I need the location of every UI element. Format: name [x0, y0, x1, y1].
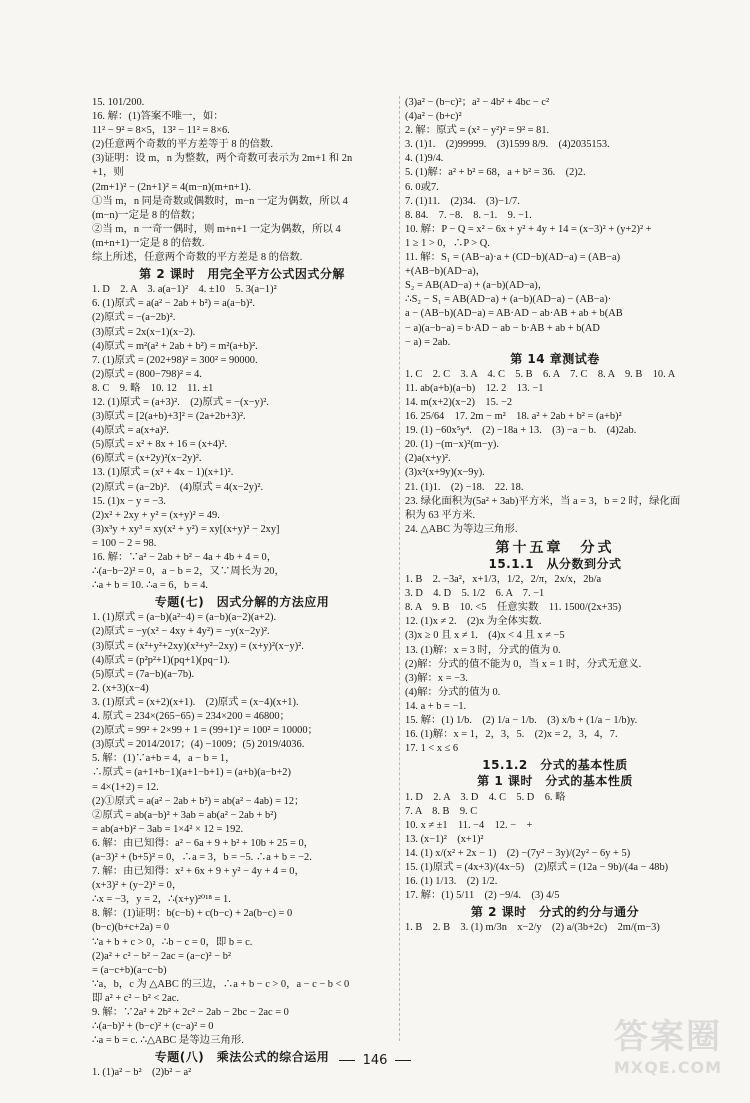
answer-line: 6. (1)原式 = a(a² − 2ab + b²) = a(a−b)². [92, 298, 255, 310]
answer-line: 14. a + b = −1. [405, 700, 467, 712]
answer-line: 21. (1)1. (2) −18. 22. 18. [405, 481, 524, 493]
answer-line: = ab(a+b)² − 3ab = 1×4² × 12 = 192. [92, 823, 244, 835]
answer-line: 16. (1)解：x = 1，2，3，5. (2)x = 2，3，4，7. [405, 729, 618, 741]
answer-line: (5)原式 = x² + 8x + 16 = (x+4)². [92, 439, 228, 451]
answer-line: = 100 − 2 = 98. [92, 537, 157, 549]
answer-line: (3)a² − (b−c)²；a² − 4b² + 4bc − c² [405, 97, 550, 108]
answer-line: 16. (1) 1/13. (2) 1/2. [405, 876, 498, 888]
answer-line: (3)x³y + xy³ = xy(x² + y²) = xy[(x+y)² − 2xy] [92, 523, 280, 535]
answer-line: (2)原式 = 99² + 2×99 + 1 = (99+1)² = 100² = 10000； [92, 725, 318, 737]
answer-line: 15. (1)x − y = −3. [92, 495, 166, 507]
answer-line: ∵a，b，c 为 △ABC 的三边，∴a + b − c > 0，a − c − b < 0 [92, 978, 350, 990]
answer-line: 23. 绿化面积为(5a² + 3ab)平方米，当 a = 3，b = 2 时，绿化面 [405, 495, 681, 507]
answer-line: (2)原式 = (800−798)² = 4. [92, 368, 202, 380]
answer-line: 15. 解：(1) 1/b. (2) 1/a − 1/b. (3) x/b + (1/a − 1/b)y. [405, 715, 638, 727]
answer-line: (b−c)(b+c+2a) = 0 [92, 922, 170, 934]
answer-line: (2)a(x+y)². [405, 453, 451, 465]
answer-line: 积为 63 平方米. [405, 509, 476, 521]
answer-line: (3)原式 = 2014/2017；(4) −1009；(5) 2019/4036. [92, 739, 305, 751]
answer-line: 17. 解：(1) 5/11 (2) −9/4. (3) 4/5 [405, 890, 560, 902]
answer-line: 10. 解：P − Q = x² − 6x + y² + 4y + 14 = (x−3)² + (y+2)² + [405, 223, 652, 235]
answer-line: ∵a + b + c > 0，∴b − c = 0，即 b = c. [92, 936, 253, 948]
answer-line: 1. (1)a² − b² (2)b² − a² [92, 1067, 192, 1079]
answer-line: (x+3)² + (y−2)² = 0， [92, 880, 183, 892]
answer-line: (2)原式 = −(a−2b)². [92, 312, 176, 324]
answer-line: ∴(a−b−2)² = 0，a − b = 2，又∵周长为 20， [92, 566, 285, 578]
answer-line: 3. D 4. D 5. 1/2 6. A 7. −1 [405, 588, 545, 600]
answer-line: = 4×(1+2) = 12. [92, 781, 159, 793]
answer-line: 6. 解：由已知得：a² − 6a + 9 + b² + 10b + 25 = 0， [92, 837, 315, 849]
answer-line: 16. 25/64 17. 2m − m² 18. a² + 2ab + b² = (a+b)² [405, 411, 622, 423]
section-heading: 第 2 课时 用完全平方公式因式分解 [139, 267, 345, 282]
section-heading: 专题(八) 乘法公式的综合运用 [154, 1050, 330, 1065]
answer-line: − a) = 2ab. [405, 336, 451, 348]
answer-line: 12. (1)x ≠ 2. (2)x 为全体实数. [405, 616, 542, 628]
answer-line: 13. (1)解：x = 3 时，分式的值为 0. [405, 644, 561, 656]
answer-line: +1，则 [92, 167, 124, 179]
answer-line: (6)原式 = (x+2y)²(x−2y)². [92, 453, 202, 465]
answer-line: 10. x ≠ ±1 11. −4 12. − + [405, 819, 533, 831]
answer-line: 19. (1) −60x⁵y⁴. (2) −18a + 13. (3) −a − b. (4)2ab. [405, 425, 637, 437]
left-column [92, 96, 392, 1080]
answer-line: +(AB−b)(AD−a)， [405, 266, 487, 278]
answer-line: 4. (1)9/4. [405, 153, 444, 165]
answer-line: (3)证明：设 m，n 为整数，两个奇数可表示为 2m+1 和 2n [92, 153, 353, 165]
answer-line: ∴原式 = (a+1+b−1)(a+1−b+1) = (a+b)(a−b+2) [92, 767, 291, 779]
answer-line: (2)x² + 2xy + y² = (x+y)² = 49. [92, 509, 220, 521]
answer-line: 1. D 2. A 3. a(a−1)² 4. ±10 5. 3(a−1)² [92, 284, 277, 296]
column-divider [399, 96, 400, 1041]
answer-line: ∴(a−b)² + (b−c)² + (c−a)² = 0 [92, 1021, 214, 1033]
answer-line: 2. 解：原式 = (x² − y²)² = 9² = 81. [405, 125, 550, 137]
answer-line: a − (AB−b)(AD−a) = AB·AD − ab·AB + ab + b(AB [405, 308, 623, 320]
answer-line: (3)原式 = 2x(x−1)(x−2). [92, 326, 196, 338]
answer-line: (3)解：x = −3. [405, 672, 468, 684]
section-heading: 第十五章 分式 [495, 539, 615, 556]
answer-line: − a)(a−b−a) = b·AD − ab − b·AB + ab + b(AD [405, 322, 600, 334]
answer-line: 16. 解：∵a² − 2ab + b² − 4a + 4b + 4 = 0， [92, 552, 278, 563]
answer-line: (4)a² − (b+c)² [405, 111, 462, 123]
answer-line: 11. ab(a+b)(a−b) 12. 2 13. −1 [405, 382, 544, 394]
answer-line: 5. (1)解：a² + b² = 68，a + b² = 36. (2)2. [405, 167, 586, 179]
answer-line: 7. 解：由已知得：x² + 6x + 9 + y² − 4y + 4 = 0， [92, 866, 305, 878]
right-column [405, 96, 705, 935]
answer-line: (4)原式 = (p²p²+1)(pq+1)(pq−1). [92, 654, 230, 666]
answer-line: (3)x ≥ 0 且 x ≠ 1. (4)x < 4 且 x ≠ −5 [405, 630, 565, 642]
answer-line: 8. A 9. B 10. <5 任意实数 11. 1500/(2x+35) [405, 602, 622, 614]
answer-line: (m+n+1)一定是 8 的倍数. [92, 237, 205, 249]
answer-line: (2)a² + c² − b² − 2ac = (a−c)² − b² [92, 950, 232, 962]
watermark-logo: 答案圈 MXQE.COM [613, 1017, 722, 1077]
answer-line: 7. (1)11. (2)34. (3)−1/7. [405, 195, 520, 207]
answer-line: (3)原式 = [2(a+b)+3]² = (2a+2b+3)². [92, 411, 246, 423]
answer-line: ②当 m，n 一奇一偶时，则 m+n+1 一定为偶数，所以 4 [92, 223, 341, 235]
answer-line: 综上所述，任意两个奇数的平方差是 8 的倍数. [92, 252, 303, 264]
answer-line: S₂ = AB(AD−a) + (a−b)(AD−a)， [405, 280, 549, 292]
answer-line: (4)原式 = a(x+a)². [92, 425, 169, 437]
answer-line: (5)原式 = (7a−b)(a−7b). [92, 668, 195, 680]
answer-line: 13. (1)原式 = (x² + 4x − 1)(x+1)². [92, 467, 234, 479]
answer-line: (2)原式 = −y(x² − 4xy + 4y²) = −y(x−2y)². [92, 626, 270, 638]
section-heading: 第 2 课时 分式的约分与通分 [470, 905, 640, 920]
answer-line: 17. 1 < x ≤ 6 [405, 743, 459, 755]
answer-line: 15. 101/200. [92, 97, 145, 108]
answer-line: (3)原式 = (x²+y²+2xy)(x²+y²−2xy) = (x+y)²(x−y)². [92, 640, 304, 652]
answer-line: ∴S₂ − S₁ = AB(AD−a) + (a−b)(AD−a) − (AB−a)· [405, 294, 612, 306]
answer-line: 3. (1)1. (2)99999. (3)1599 8/9. (4)2035153. [405, 139, 610, 151]
answer-line: 即 a² + c² − b² < 2ac. [92, 992, 179, 1004]
answer-line: (2)①原式 = a(a² − 2ab + b²) = ab(a² − 4ab) = 12； [92, 795, 305, 807]
answer-line: 8. 解：(1)证明：b(c−b) + c(b−c) + 2a(b−c) = 0 [92, 908, 293, 920]
answer-line: (3)x²(x+9y)(x−9y). [405, 467, 485, 479]
answer-line: = (a−c+b)(a−c−b) [92, 964, 167, 976]
section-heading: 第 1 课时 分式的基本性质 [477, 774, 633, 789]
answer-line: 9. 解：∵2a² + 2b² + 2c² − 2ab − 2bc − 2ac = 0 [92, 1007, 289, 1018]
answer-line: 1. C 2. C 3. A 4. C 5. B 6. A 7. C 8. A 9. B 10. A [405, 368, 676, 380]
answer-line: 5. 解：(1)∵a+b = 4，a − b = 1， [92, 753, 236, 765]
answer-line: 24. △ABC 为等边三角形. [405, 523, 518, 535]
answer-line: 1 ≥ 1 > 0，∴P > Q. [405, 237, 490, 249]
answer-line: 4. 原式 = 234×(265−65) = 234×200 = 46800； [92, 711, 290, 723]
answer-line: 3. (1)原式 = (x+2)(x+1). (2)原式 = (x−4)(x+1). [92, 696, 299, 708]
answer-line: 14. (1) x/(x² + 2x − 1) (2) −(7y² − 3y)/(2y² − 6y + 5) [405, 847, 631, 859]
answer-line: (4)原式 = m²(a² + 2ab + b²) = m²(a+b)². [92, 340, 258, 352]
answer-line: 2. (x+3)(x−4) [92, 682, 149, 694]
answer-line: ∴a = b = c. ∴△ABC 是等边三角形. [92, 1035, 244, 1047]
answer-line: 1. D 2. A 3. D 4. C 5. D 6. 略 [405, 791, 566, 803]
answer-line: (a−3)² + (b+5)² = 0，∴a = 3，b = −5. ∴a + b = −2. [92, 851, 312, 863]
section-heading: 第 14 章测试卷 [510, 351, 600, 366]
answer-line: 1. (1)原式 = (a−b)(a²−4) = (a−b)(a−2)(a+2). [92, 612, 277, 624]
answer-line: ①当 m，n 同是奇数或偶数时，m−n 一定为偶数，所以 4 [92, 195, 348, 207]
answer-line: 12. (1)原式 = (a+3)². (2)原式 = −(x−y)². [92, 396, 269, 408]
answer-line: 8. 84. 7. −8. 8. −1. 9. −1. [405, 209, 532, 221]
answer-line: 7. (1)原式 = (202+98)² = 300² = 90000. [92, 354, 258, 366]
page-number: 146 [0, 1053, 750, 1068]
answer-line: 6. 0或7. [405, 181, 439, 193]
answer-line: (2)任意两个奇数的平方差等于 8 的倍数. [92, 139, 273, 151]
answer-line: 20. (1) −(m−x)²(m−y). [405, 439, 499, 451]
answer-line: (4)解：分式的值为 0. [405, 686, 501, 698]
answer-line: (2)原式 = (a−2b)². (4)原式 = 4(x−2y)². [92, 481, 264, 493]
section-heading: 专题(七) 因式分解的方法应用 [154, 595, 330, 610]
answer-line: (2)解：分式的值不能为 0，当 x = 1 时，分式无意义. [405, 658, 642, 670]
answer-line: 11² − 9² = 8×5，13² − 11² = 8×6. [92, 125, 230, 137]
answer-line: 15. (1)原式 = (4x+3)/(4x−5) (2)原式 = (12a − 9b)/(4a − 48b) [405, 861, 669, 873]
section-heading: 15.1.1 从分数到分式 [488, 557, 622, 571]
answer-line: 14. m(x+2)(x−2) 15. −2 [405, 396, 513, 408]
answer-line: 16. 解：(1)答案不唯一，如： [92, 111, 224, 123]
answer-line: ∴a + b = 10. ∴a = 6，b = 4. [92, 580, 209, 592]
answer-line: (2m+1)² − (2n+1)² = 4(m−n)(m+n+1). [92, 181, 251, 193]
answer-line: ②原式 = ab(a−b)² + 3ab = ab(a² − 2ab + b²) [92, 809, 277, 821]
answer-line: 13. (x−1)² (x+1)² [405, 833, 484, 845]
answer-line: 7. A 8. B 9. C [405, 805, 478, 817]
answer-line: 11. 解：S₁ = (AB−a)·a + (CD−b)(AD−a) = (AB−a) [405, 252, 621, 264]
answer-line: 1. B 2. B 3. (1) m/3n x−2/y (2) a/(3b+2c) 2m/(m−3) [405, 922, 660, 934]
section-heading: 15.1.2 分式的基本性质 [482, 758, 628, 773]
answer-line: 8. C 9. 略 10. 12 11. ±1 [92, 382, 214, 394]
answer-line: ∴x = −3，y = 2，∴(x+y)²⁰¹⁸ = 1. [92, 894, 231, 906]
answer-line: (m−n)一定是 8 的倍数； [92, 209, 202, 221]
answer-line: 1. B 2. −3a²，x+1/3，1/2，2/π，2x/x，2b/a [405, 574, 602, 586]
